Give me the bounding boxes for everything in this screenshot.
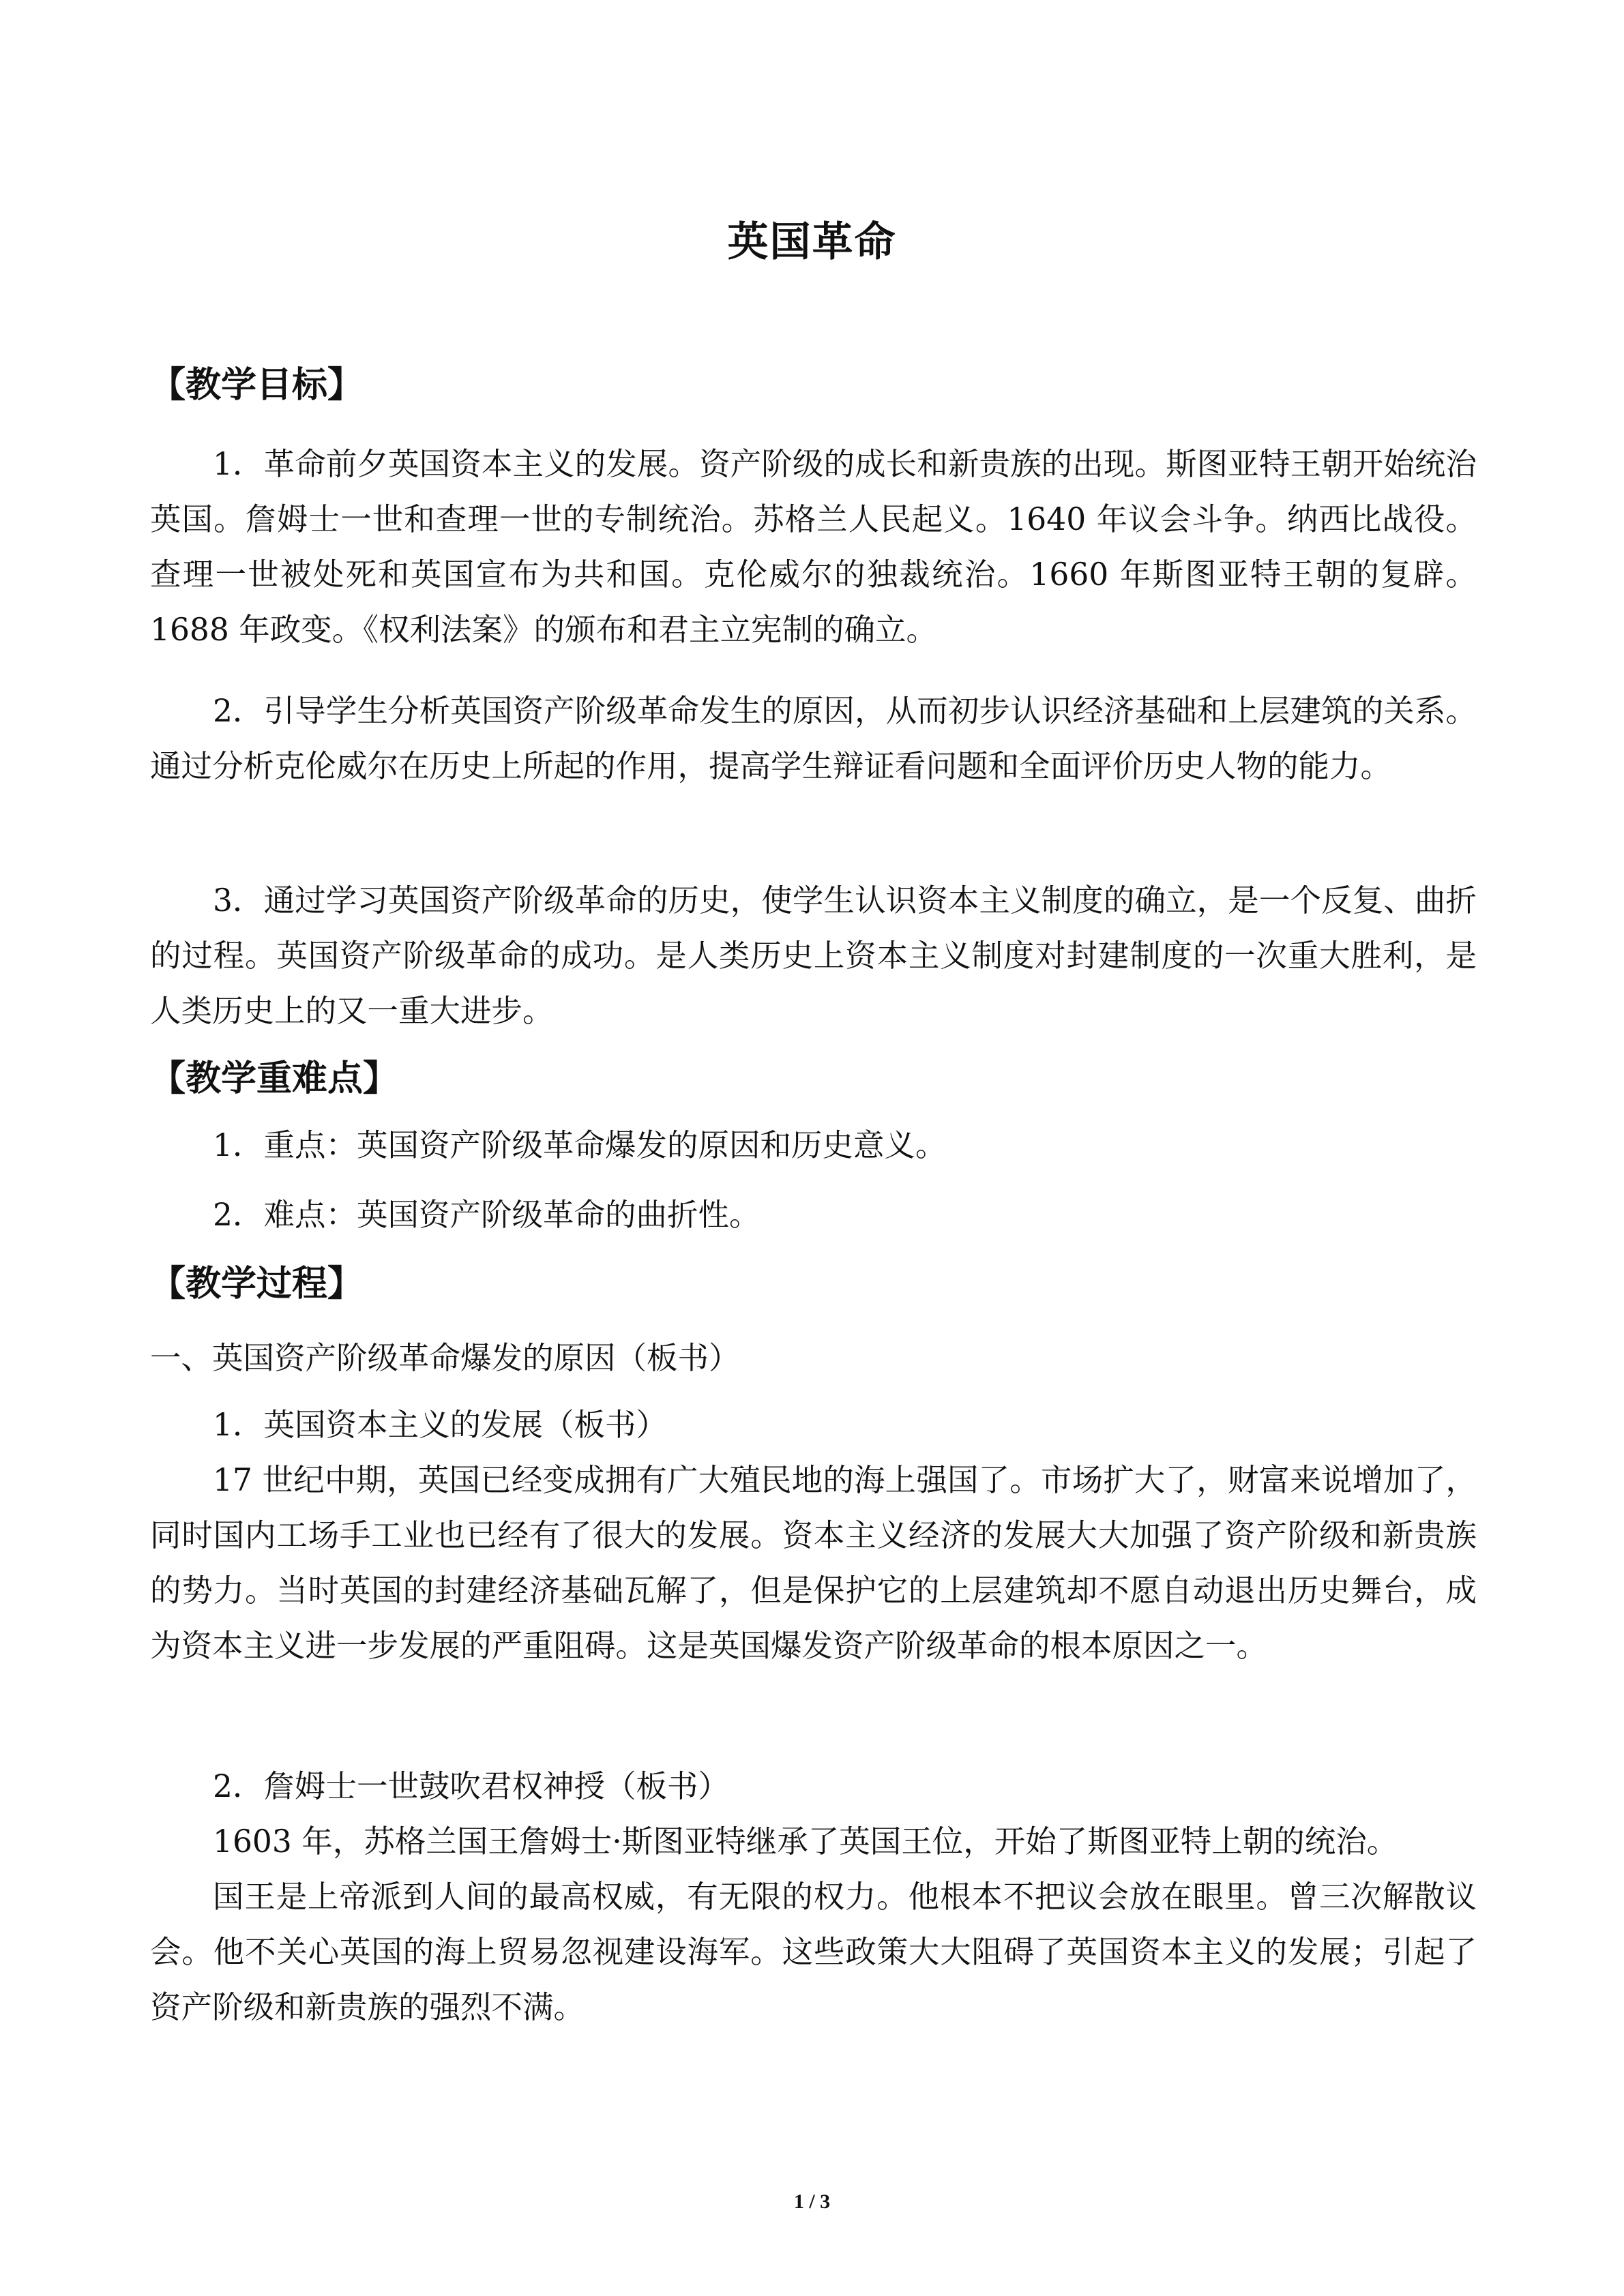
objective-item-1: 1．革命前夕英国资本主义的发展。资产阶级的成长和新贵族的出现。斯图亚特王朝开始统治英国。詹姆士一世和查理一世的专制统治。苏格兰人民起义。1640 年议会斗争。纳西比战役。查理一世被处死和英国宣布为共和国。克伦威尔的独裁统治。1660 年斯图亚特王朝的复辟。1688 年政变。《权利法案》的颁布和君主立宪制的确立。 <box>150 446 1477 648</box>
section-heading-key-points: 【教学重难点】 <box>150 1058 399 1099</box>
difficulty-item: 2．难点：英国资产阶级革命的曲折性。 <box>213 1197 761 1233</box>
objective-item-2: 2．引导学生分析英国资产阶级革命发生的原因，从而初步认识经济基础和上层建筑的关系。通过分析克伦威尔在历史上所起的作用，提高学生辩证看问题和全面评价历史人物的能力。 <box>150 693 1477 784</box>
capitalism-paragraph: 17 世纪中期，英国已经变成拥有广大殖民地的海上强国了。市场扩大了，财富来说增加了，同时国内工场手工业也已经有了很大的发展。资本主义经济的发展大大加强了资产阶级和新贵族的势力。当时英国的封建经济基础瓦解了，但是保护它的上层建筑却不愿自动退出历史舞台，成为资本主义进一步发展的严重阻碍。这是英国爆发资产阶级革命的根本原因之一。 <box>150 1462 1477 1664</box>
section-heading-process: 【教学过程】 <box>150 1264 364 1304</box>
process-part-title: 一、英国资产阶级革命爆发的原因（板书） <box>150 1340 740 1376</box>
objective-item-3: 3．通过学习英国资产阶级革命的历史，使学生认识资本主义制度的确立，是一个反复、曲折的过程。英国资产阶级革命的成功。是人类历史上资本主义制度对封建制度的一次重大胜利，是人类历史上的又一重大进步。 <box>150 882 1477 1029</box>
document-title: 英国革命 <box>727 218 897 266</box>
page-number: 1 / 3 <box>793 2190 831 2213</box>
section-heading-objectives: 【教学目标】 <box>150 365 364 406</box>
key-point-item: 1．重点：英国资产阶级革命爆发的原因和历史意义。 <box>213 1127 947 1163</box>
subsection-title-divine-right: 2．詹姆士一世鼓吹君权神授（板书） <box>213 1768 729 1804</box>
divine-right-paragraph-1: 1603 年，苏格兰国王詹姆士·斯图亚特继承了英国王位，开始了斯图亚特上朝的统治。 <box>213 1823 1398 1860</box>
divine-right-paragraph-2: 国王是上帝派到人间的最高权威，有无限的权力。他根本不把议会放在眼里。曾三次解散议会。他不关心英国的海上贸易忽视建设海军。这些政策大大阻碍了英国资本主义的发展；引起了资产阶级和新贵族的强烈不满。 <box>150 1879 1477 2025</box>
subsection-title-capitalism: 1．英国资本主义的发展（板书） <box>213 1407 667 1443</box>
